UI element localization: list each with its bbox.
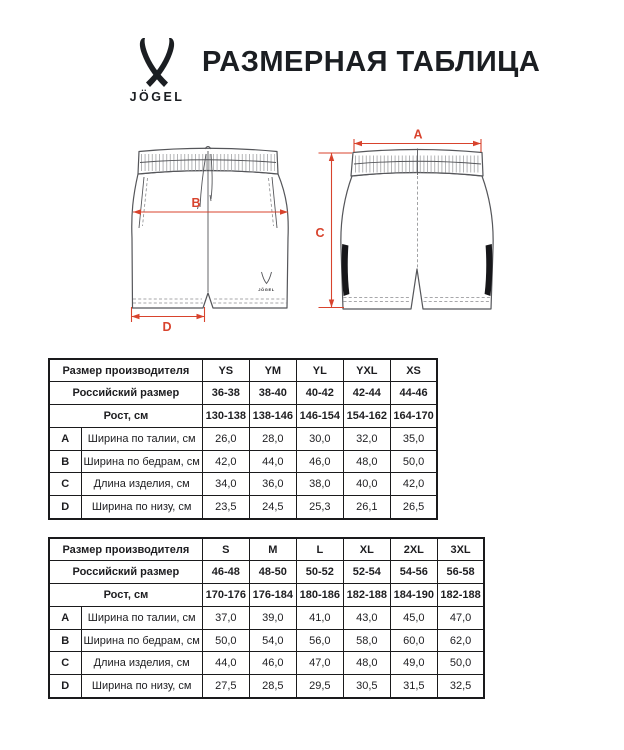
measurement-value-cell: 44,0 (249, 450, 296, 473)
mini-brand-text: JÖGEL (258, 287, 275, 292)
size-header-label: Рост, см (49, 405, 202, 428)
shorts-back-diagram (313, 116, 517, 324)
size-header-value: 180-186 (296, 584, 343, 607)
table-header-row (49, 359, 437, 382)
dimension-letter-cell: D (49, 496, 81, 519)
size-header-value: 182-188 (343, 584, 390, 607)
dimension-letter-cell: B (49, 450, 81, 473)
size-header-value: L (296, 538, 343, 561)
size-header-label: Российский размер (49, 382, 202, 405)
size-header-value: 138-146 (249, 405, 296, 428)
measurement-value-cell: 45,0 (390, 606, 437, 629)
size-header-value: 130-138 (202, 405, 249, 428)
dimension-letter-cell: A (49, 606, 81, 629)
measurement-value-cell: 40,0 (343, 473, 390, 496)
measurement-value-cell: 24,5 (249, 496, 296, 519)
size-header-value: 3XL (437, 538, 484, 561)
measurement-value-cell: 47,0 (437, 606, 484, 629)
measurement-row (49, 473, 437, 496)
measurement-value-cell: 46,0 (249, 652, 296, 675)
measurement-label-cell: Длина изделия, см (81, 473, 202, 496)
measurement-value-cell: 28,5 (249, 675, 296, 698)
size-header-value: M (249, 538, 296, 561)
measurement-value-cell: 50,0 (390, 450, 437, 473)
size-header-value: 182-188 (437, 584, 484, 607)
size-header-value: S (202, 538, 249, 561)
dimension-letter-cell: D (49, 675, 81, 698)
measurement-value-cell: 50,0 (437, 652, 484, 675)
measurement-value-cell: 62,0 (437, 629, 484, 652)
size-header-value: 170-176 (202, 584, 249, 607)
measurement-value-cell: 43,0 (343, 606, 390, 629)
size-header-value: 46-48 (202, 561, 249, 584)
measurement-value-cell: 28,0 (249, 427, 296, 450)
size-header-value: 44-46 (390, 382, 437, 405)
measurement-value-cell: 27,5 (202, 675, 249, 698)
table-header-row (49, 382, 437, 405)
measurement-value-cell: 48,0 (343, 450, 390, 473)
size-header-value: 42-44 (343, 382, 390, 405)
measurement-value-cell: 31,5 (390, 675, 437, 698)
measurement-label-cell: Ширина по талии, см (81, 427, 202, 450)
size-header-value: 52-54 (343, 561, 390, 584)
brand-logo-text: JÖGEL (129, 90, 185, 104)
measurement-value-cell: 32,0 (343, 427, 390, 450)
measurement-row (49, 652, 484, 675)
size-header-value: YM (249, 359, 296, 382)
measurement-label-cell: Ширина по талии, см (81, 606, 202, 629)
size-header-value: 38-40 (249, 382, 296, 405)
size-table-adult-wrap (48, 537, 485, 699)
measurement-value-cell: 25,3 (296, 496, 343, 519)
table-header-row (49, 405, 437, 428)
measurement-value-cell: 26,0 (202, 427, 249, 450)
measurement-label-cell: Длина изделия, см (81, 652, 202, 675)
dimension-c-label: C (315, 226, 325, 240)
size-header-value: 146-154 (296, 405, 343, 428)
size-header-value: YXL (343, 359, 390, 382)
dimension-b-label: B (191, 196, 201, 210)
measurement-value-cell: 47,0 (296, 652, 343, 675)
page-title: РАЗМЕРНАЯ ТАБЛИЦА (202, 46, 541, 78)
shorts-front-diagram (108, 128, 312, 335)
measurement-value-cell: 39,0 (249, 606, 296, 629)
size-header-value: 164-170 (390, 405, 437, 428)
measurement-row (49, 496, 437, 519)
measurement-label-cell: Ширина по низу, см (81, 496, 202, 519)
dimension-letter-cell: A (49, 427, 81, 450)
measurement-label-cell: Ширина по бедрам, см (81, 629, 202, 652)
measurement-value-cell: 32,5 (437, 675, 484, 698)
measurement-value-cell: 44,0 (202, 652, 249, 675)
measurement-value-cell: 34,0 (202, 473, 249, 496)
measurement-value-cell: 29,5 (296, 675, 343, 698)
size-header-value: 36-38 (202, 382, 249, 405)
measurement-value-cell: 58,0 (343, 629, 390, 652)
brand-logo (116, 36, 198, 106)
table-header-row (49, 584, 484, 607)
size-header-value: XS (390, 359, 437, 382)
jogel-logo-icon (116, 36, 198, 106)
dimension-letter-cell: C (49, 473, 81, 496)
size-header-value: 54-56 (390, 561, 437, 584)
measurement-label-cell: Ширина по бедрам, см (81, 450, 202, 473)
measurement-value-cell: 42,0 (390, 473, 437, 496)
size-header-value: 154-162 (343, 405, 390, 428)
size-header-label: Размер производителя (49, 359, 202, 382)
size-table-youth-wrap (48, 358, 438, 520)
measurement-row (49, 427, 437, 450)
measurement-row (49, 606, 484, 629)
measurement-value-cell: 36,0 (249, 473, 296, 496)
measurement-value-cell: 56,0 (296, 629, 343, 652)
size-table-youth (48, 358, 438, 520)
measurement-value-cell: 38,0 (296, 473, 343, 496)
size-header-value: 50-52 (296, 561, 343, 584)
size-header-value: 176-184 (249, 584, 296, 607)
dimension-a-label: A (413, 127, 423, 142)
measurement-row (49, 450, 437, 473)
size-header-value: YS (202, 359, 249, 382)
measurement-value-cell: 49,0 (390, 652, 437, 675)
measurement-value-cell: 30,5 (343, 675, 390, 698)
dimension-d-label: D (162, 320, 172, 334)
measurement-label-cell: Ширина по низу, см (81, 675, 202, 698)
measurement-value-cell: 50,0 (202, 629, 249, 652)
measurement-value-cell: 54,0 (249, 629, 296, 652)
measurement-value-cell: 48,0 (343, 652, 390, 675)
measurement-value-cell: 46,0 (296, 450, 343, 473)
measurement-value-cell: 26,1 (343, 496, 390, 519)
size-header-value: 184-190 (390, 584, 437, 607)
size-header-value: YL (296, 359, 343, 382)
dimension-letter-cell: B (49, 629, 81, 652)
size-table-adult (48, 537, 485, 699)
size-header-value: XL (343, 538, 390, 561)
measurement-value-cell: 26,5 (390, 496, 437, 519)
measurement-value-cell: 42,0 (202, 450, 249, 473)
table-header-row (49, 561, 484, 584)
size-header-label: Рост, см (49, 584, 202, 607)
measurement-row (49, 629, 484, 652)
size-header-value: 40-42 (296, 382, 343, 405)
size-header-value: 56-58 (437, 561, 484, 584)
size-header-value: 2XL (390, 538, 437, 561)
measurement-row (49, 675, 484, 698)
size-header-label: Размер производителя (49, 538, 202, 561)
measurement-value-cell: 37,0 (202, 606, 249, 629)
table-header-row (49, 538, 484, 561)
measurement-value-cell: 23,5 (202, 496, 249, 519)
shorts-back-outline (341, 173, 493, 310)
measurement-value-cell: 35,0 (390, 427, 437, 450)
dimension-letter-cell: C (49, 652, 81, 675)
measurement-value-cell: 41,0 (296, 606, 343, 629)
measurement-value-cell: 30,0 (296, 427, 343, 450)
size-header-label: Российский размер (49, 561, 202, 584)
measurement-value-cell: 60,0 (390, 629, 437, 652)
size-header-value: 48-50 (249, 561, 296, 584)
